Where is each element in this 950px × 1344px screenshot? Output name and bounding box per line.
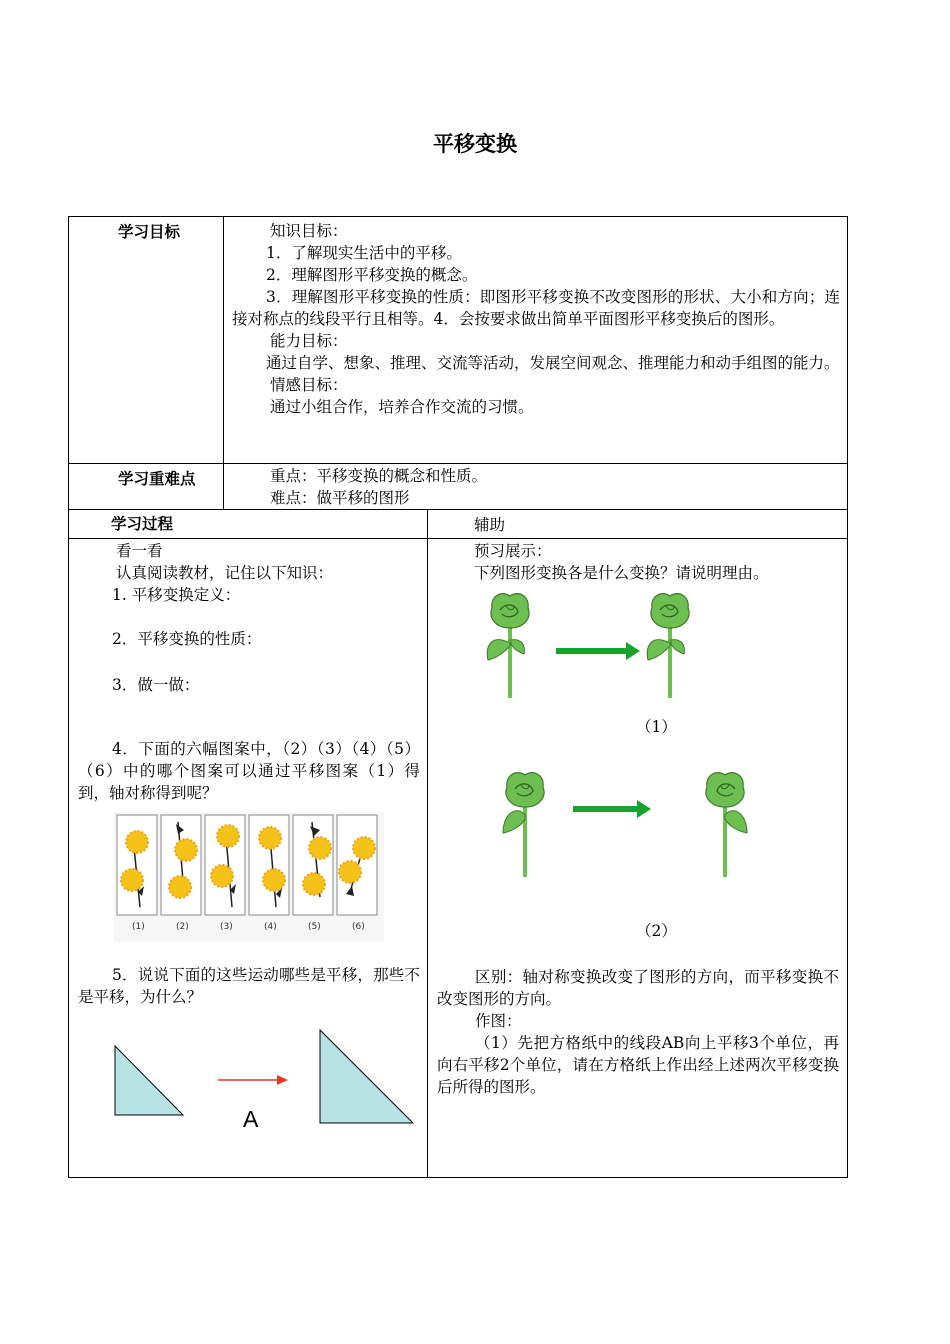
flower-icon [706,773,747,877]
pattern-label: (3) [220,922,233,932]
difference-text: 区别：轴对称变换改变了图形的方向，而平移变换不改变图形的方向。 [437,968,839,1008]
keypoints-content [232,465,840,509]
green-arrow [573,800,651,818]
triangle-left [115,1046,183,1115]
read-instruction: 认真阅读教材，记住以下知识： [116,564,334,582]
goals-content [232,220,840,418]
goals-header: 学习目标 [118,223,181,241]
key-point: 重点：平移变换的概念和性质。 [270,467,488,485]
emotion-label: 情感目标： [270,376,348,394]
knowledge-label: 知识目标： [270,222,348,240]
flower-icon [503,773,544,877]
keypoints-header: 学习重难点 [118,470,196,488]
question-4: 4．下面的六幅图案中，（2）（3）（4）（5）（6）中的哪个图案可以通过平移图案（1）得到，轴对称得到呢？ [78,740,420,802]
goal-item: 3．理解图形平移变换的性质：即图形平移变换不改变图形的形状、大小和方向；连接对称点的线段平行且相等。4．会按要求做出简单平面图形平移变换后的图形。 [232,288,840,328]
aux-question: 下列图形变换各是什么变换？请说明理由。 [474,564,769,582]
flower-figure-2 [495,765,765,883]
figure-1-label: （1） [636,718,677,736]
aux-header: 辅助 [474,516,506,534]
question-5: 5．说说下面的这些运动哪些是平移，那些不是平移，为什么？ [78,966,420,1006]
pattern-label: (1) [132,922,145,932]
look-label: 看一看 [116,542,163,560]
ability-label: 能力目标： [270,332,348,350]
pattern-label: (4) [264,922,277,932]
pattern-label: (2) [176,922,189,932]
six-patterns [114,812,384,942]
aux-bottom [437,966,839,1098]
pattern-label: (5) [308,922,321,932]
flower-figure-1 [480,588,700,703]
triangles-figure [100,1025,420,1145]
flower-icon [647,594,689,698]
process-header: 学习过程 [111,515,174,533]
process-content [78,540,420,804]
question-1: 1. 平移变换定义： [112,586,241,604]
emotion-text: 通过小组合作，培养合作交流的习惯。 [270,398,534,416]
preview-label: 预习展示： [474,542,552,560]
label-a: A [243,1106,259,1132]
goal-item: 1．了解现实生活中的平移。 [266,244,462,262]
page-title: 平移变换 [433,132,517,156]
pattern-label: (6) [352,922,365,932]
difficult-point: 难点：做平移的图形 [270,489,410,507]
draw-task: （1）先把方格纸中的线段AB向上平移3个单位，再向右平移2个单位，请在方格纸上作出经上述两次平移变换后所得的图形。 [437,1034,839,1096]
flower-icon [487,594,529,698]
triangle-right [320,1030,413,1123]
draw-label: 作图： [475,1012,522,1030]
ability-text: 通过自学、想象、推理、交流等活动，发展空间观念、推理能力和动手组图的能力。 [266,354,840,372]
figure-2-label: （2） [636,922,677,940]
green-arrow [556,642,640,660]
question-2: 2．平移变换的性质： [112,630,262,648]
six-patterns-svg [114,812,384,942]
goal-item: 2．理解图形平移变换的概念。 [266,266,478,284]
question-3: 3．做一做： [112,676,200,694]
